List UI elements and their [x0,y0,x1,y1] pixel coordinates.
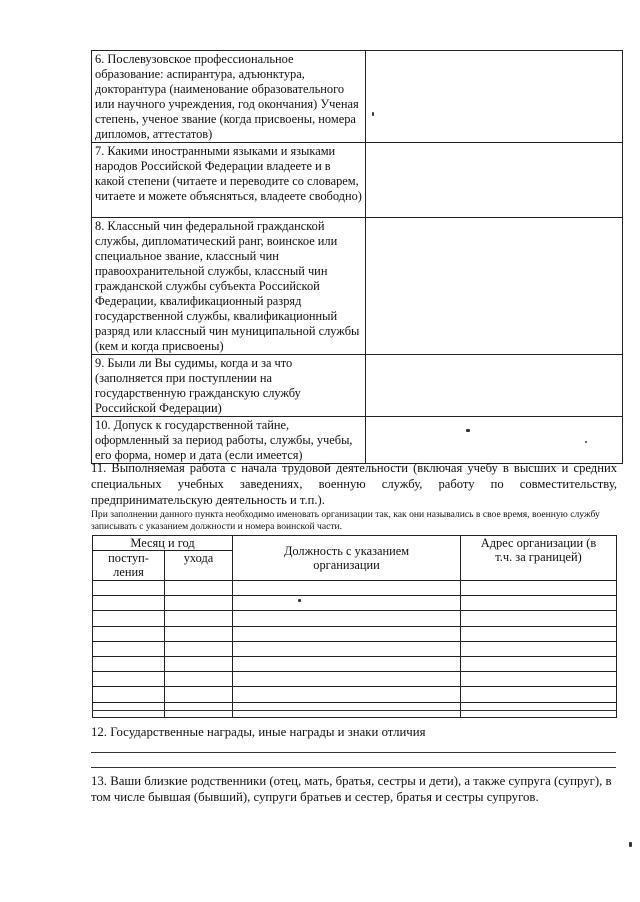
section-11-text: 11. Выполняемая работа с начала трудовой деятельности (включая учебу в высших и средних специальных учебных заведениях, военную службу, работу по совместительству, предпринимательскую деятельность и т.п.). [91,461,617,507]
table-row [92,218,623,355]
position-cell[interactable] [233,672,461,687]
section-11-note: При заполнении данного пункта необходимо именовать организации так, как они назывались в свое время, военную службу записывать с указанием должности и номера воинской части. [91,509,600,532]
table-row [93,626,617,641]
scan-speck [372,112,374,116]
header-row [93,536,617,551]
table-row [93,687,617,702]
table-row [92,355,623,417]
question-cell: 7. Какими иностранными языками и языками народов Российской Федерации владеете и в какой степени (читаете и переводите со словарем, читаете и можете объясняться, владеете свободно) [92,143,366,218]
table-row [93,672,617,687]
table-row [93,611,617,626]
end-cell[interactable] [165,672,233,687]
address-cell[interactable] [461,656,617,671]
address-cell[interactable] [461,626,617,641]
table-row [92,143,623,218]
position-header: Должность с указанием организации [233,536,461,581]
awards-answer-line[interactable] [91,752,616,753]
end-cell[interactable] [165,641,233,656]
address-cell[interactable] [461,672,617,687]
questionnaire-table [91,50,623,464]
start-cell[interactable] [93,672,165,687]
address-header: Адрес организации (в т.ч. за границей) [461,536,617,581]
question-cell: 8. Классный чин федеральной гражданской службы, дипломатический ранг, воинское или специальное звание, классный чин правоохранительной службы, классный чин гражданской службы субъекта Российской Федерации, квалификационный разряд государственной службы, квалификационный разряд или классный чин муниципальной службы (кем и когда присвоены) [92,218,366,355]
table-row [93,656,617,671]
question-cell: 6. Послевузовское профессиональное образование: аспирантура, адъюнктура, докторантура (наименование образовательного или научного учреждения, год окончания) Ученая степень, ученое звание (когда присвоены, номера дипломов, аттестатов) [92,51,366,143]
table-row [93,641,617,656]
address-cell[interactable] [461,581,617,596]
table-row [93,581,617,596]
position-cell[interactable] [233,641,461,656]
scan-speck [298,599,301,602]
answer-cell[interactable] [366,51,623,143]
scan-speck [585,441,587,443]
start-cell[interactable] [93,581,165,596]
end-cell[interactable] [165,656,233,671]
month-year-header: Месяц и год [93,536,233,551]
position-cell[interactable] [233,626,461,641]
start-cell[interactable] [93,626,165,641]
table-row [92,51,623,143]
position-cell[interactable] [233,611,461,626]
start-cell[interactable] [93,611,165,626]
end-cell[interactable] [165,611,233,626]
start-header: поступ-ления [93,551,165,581]
address-cell[interactable] [461,596,617,611]
position-cell[interactable] [233,596,461,611]
end-cell[interactable] [165,581,233,596]
divider [92,710,616,711]
start-cell[interactable] [93,656,165,671]
position-cell[interactable] [233,656,461,671]
address-cell[interactable] [461,687,617,702]
position-cell[interactable] [233,687,461,702]
scan-speck [466,429,470,432]
end-cell[interactable] [165,596,233,611]
answer-cell[interactable] [366,218,623,355]
end-cell[interactable] [165,626,233,641]
address-cell[interactable] [461,641,617,656]
position-cell[interactable] [233,581,461,596]
answer-cell[interactable] [366,417,623,464]
start-cell[interactable] [93,596,165,611]
end-header: ухода [165,551,233,581]
end-cell[interactable] [165,687,233,702]
answer-cell[interactable] [366,143,623,218]
section-13-text: 13. Ваши близкие родственники (отец, мать, братья, сестры и дети), а также супруга (супруг), в том числе бывшая (бывший), супруги братьев и сестер, братья и сестры супругов. [91,774,612,804]
table-row [92,417,623,464]
start-cell[interactable] [93,641,165,656]
start-cell[interactable] [93,687,165,702]
question-cell: 9. Были ли Вы судимы, когда и за что (заполняется при поступлении на государственную гражданскую службу Российской Федерации) [92,355,366,417]
work-history-table [92,535,617,718]
address-cell[interactable] [461,611,617,626]
answer-cell[interactable] [366,355,623,417]
scan-speck [629,842,632,847]
section-12-text: 12. Государственные награды, иные награды и знаки отличия [91,725,426,739]
table-row [93,596,617,611]
divider [91,767,616,768]
question-cell: 10. Допуск к государственной тайне, оформленный за период работы, службы, учебы, его форма, номер и дата (если имеется) [92,417,366,464]
